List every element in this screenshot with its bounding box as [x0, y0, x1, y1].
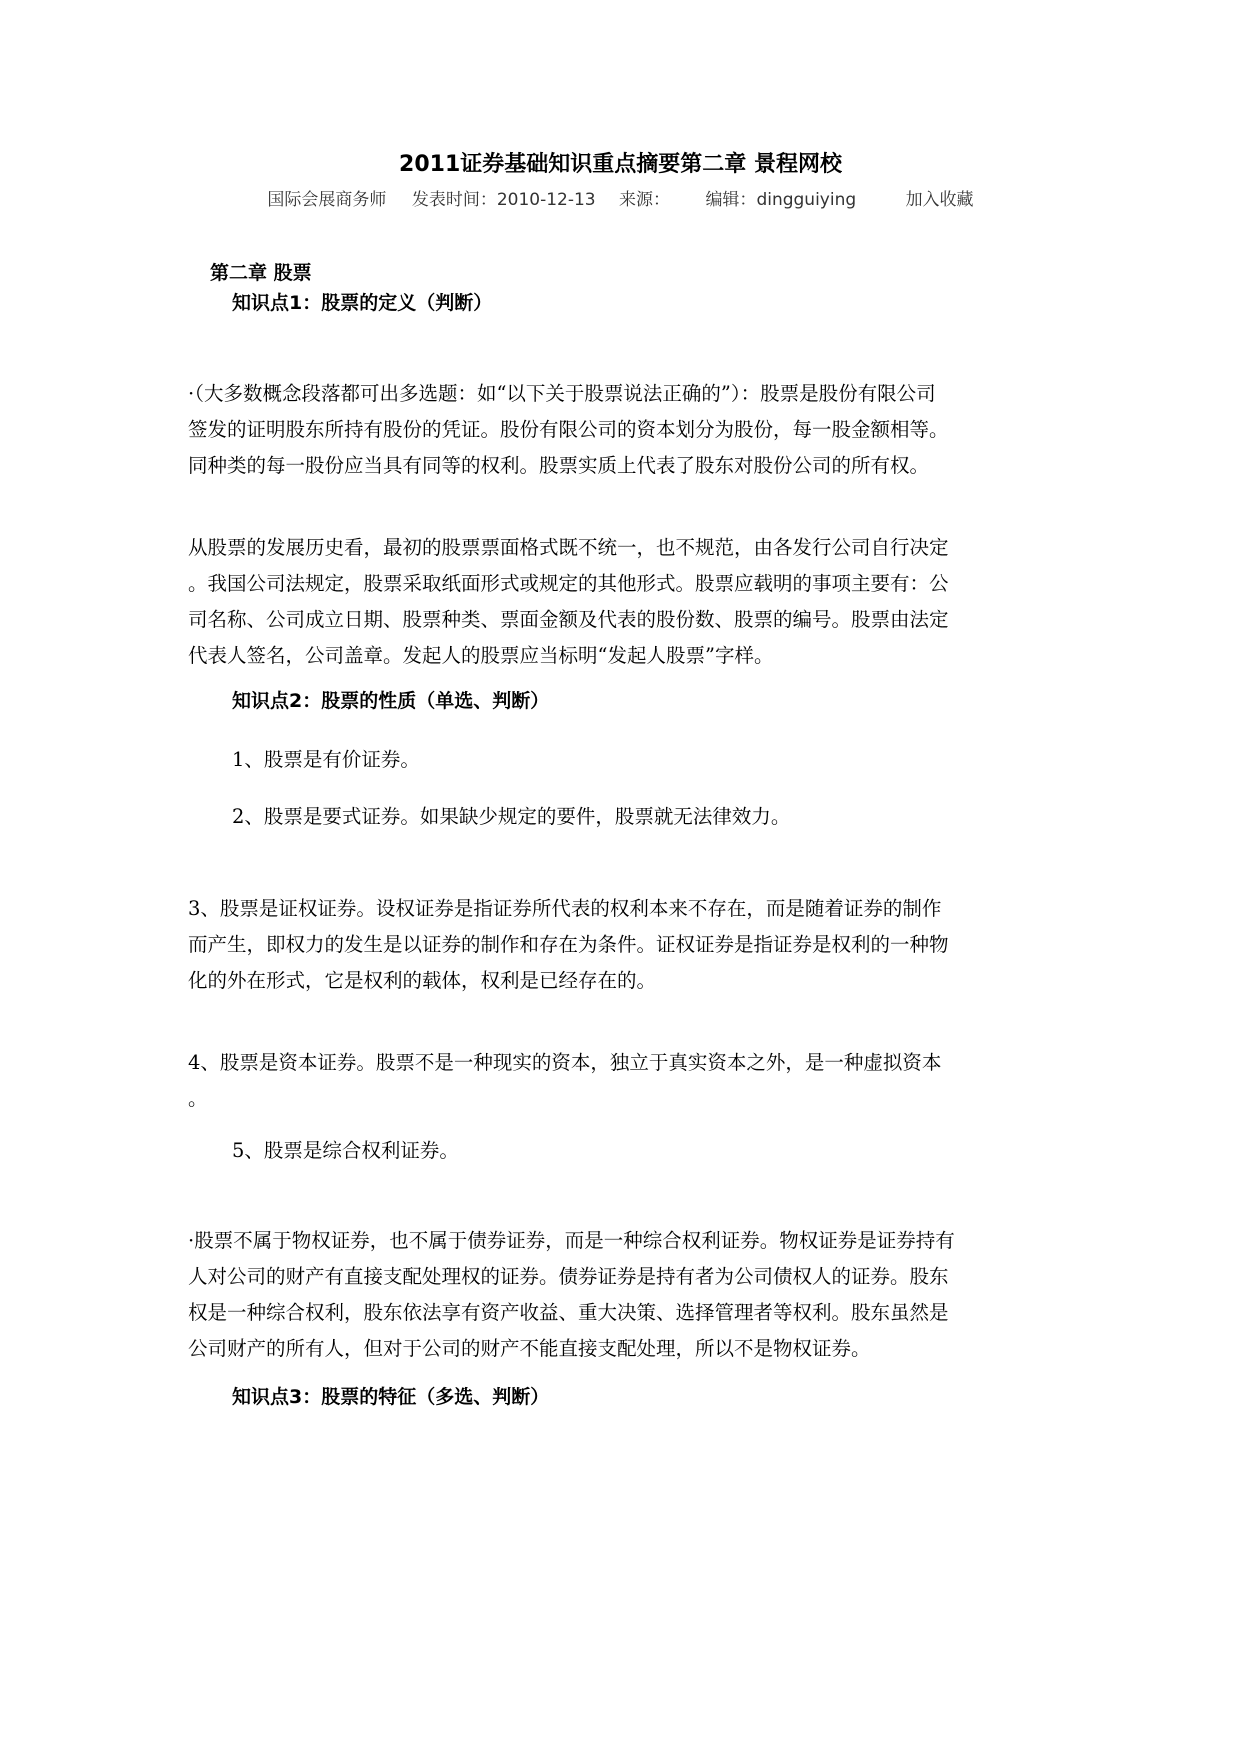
- text-line: 3、股票是证权证券。设权证券是指证券所代表的权利本来不存在，而是随着证券的制作: [188, 897, 942, 920]
- publish-date: [412, 188, 596, 212]
- list-item: [188, 891, 1068, 999]
- text-line: 公司财产的所有人，但对于公司的财产不能直接支配处理，所以不是物权证券。: [188, 1337, 871, 1360]
- text-line: 4、股票是资本证券。股票不是一种现实的资本，独立于真实资本之外，是一种虚拟资本: [188, 1051, 942, 1074]
- explanation-paragraph: [188, 1223, 1068, 1367]
- text-line: 而产生，即权力的发生是以证券的制作和存在为条件。证权证券是指证券是权利的一种物: [188, 933, 949, 956]
- chapter-heading: 第二章 股票: [210, 262, 312, 284]
- text-line: ·股票不属于物权证券，也不属于债券证券，而是一种综合权利证券。物权证券是证券持有: [188, 1229, 955, 1252]
- text-line: 司名称、公司成立日期、股票种类、票面金额及代表的股份数、股票的编号。股票由法定: [188, 608, 949, 631]
- text-line: 同种类的每一股份应当具有同等的权利。股票实质上代表了股东对股份公司的所有权。: [188, 454, 930, 477]
- list-item: 5、股票是综合权利证券。: [232, 1139, 459, 1162]
- history-paragraph: [188, 530, 1068, 674]
- text-line: 人对公司的财产有直接支配处理权的证券。债券证券是持有者为公司债权人的证券。股东: [188, 1265, 949, 1288]
- knowledge-point-2-heading: 知识点2：股票的性质（单选、判断）: [232, 690, 550, 712]
- knowledge-point-1-heading: 知识点1：股票的定义（判断）: [232, 292, 493, 314]
- text-line: 代表人签名，公司盖章。发起人的股票应当标明“发起人股票”字样。: [188, 644, 774, 667]
- editor-value: dingguiying: [756, 190, 857, 210]
- text-line: 化的外在形式，它是权利的载体，权利是已经存在的。: [188, 969, 657, 992]
- add-favorite-link[interactable]: 加入收藏: [905, 190, 974, 210]
- publish-date-label: 发表时间：: [411, 190, 497, 210]
- page-title: 2011证券基础知识重点摘要第二章 景程网校: [399, 152, 842, 177]
- text-line: 签发的证明股东所持有股份的凭证。股份有限公司的资本划分为股份，每一股金额相等。: [188, 418, 949, 441]
- text-line: 。: [188, 1087, 208, 1110]
- text-line: 权是一种综合权利，股东依法享有资产收益、重大决策、选择管理者等权利。股东虽然是: [188, 1301, 949, 1324]
- definition-paragraph: [188, 376, 1068, 484]
- article-meta: [0, 188, 1241, 212]
- knowledge-point-3-heading: 知识点3：股票的特征（多选、判断）: [232, 1386, 550, 1408]
- list-item: [188, 1045, 1068, 1117]
- editor: [705, 188, 856, 212]
- text-line: ·（大多数概念段落都可出多选题：如“以下关于股票说法正确的”）：股票是股份有限公司: [188, 382, 936, 405]
- text-line: 。我国公司法规定，股票采取纸面形式或规定的其他形式。股票应载明的事项主要有：公: [188, 572, 949, 595]
- list-item: 1、股票是有价证券。: [232, 748, 420, 771]
- text-line: 从股票的发展历史看，最初的股票票面格式既不统一，也不规范，由各发行公司自行决定: [188, 536, 949, 559]
- category-label: 国际会展商务师: [267, 190, 387, 210]
- editor-label: 编辑：: [705, 190, 757, 210]
- publish-date-value: 2010-12-13: [496, 190, 596, 210]
- list-item: 2、股票是要式证券。如果缺少规定的要件，股票就无法律效力。: [232, 805, 791, 828]
- source-label: 来源：: [619, 190, 671, 210]
